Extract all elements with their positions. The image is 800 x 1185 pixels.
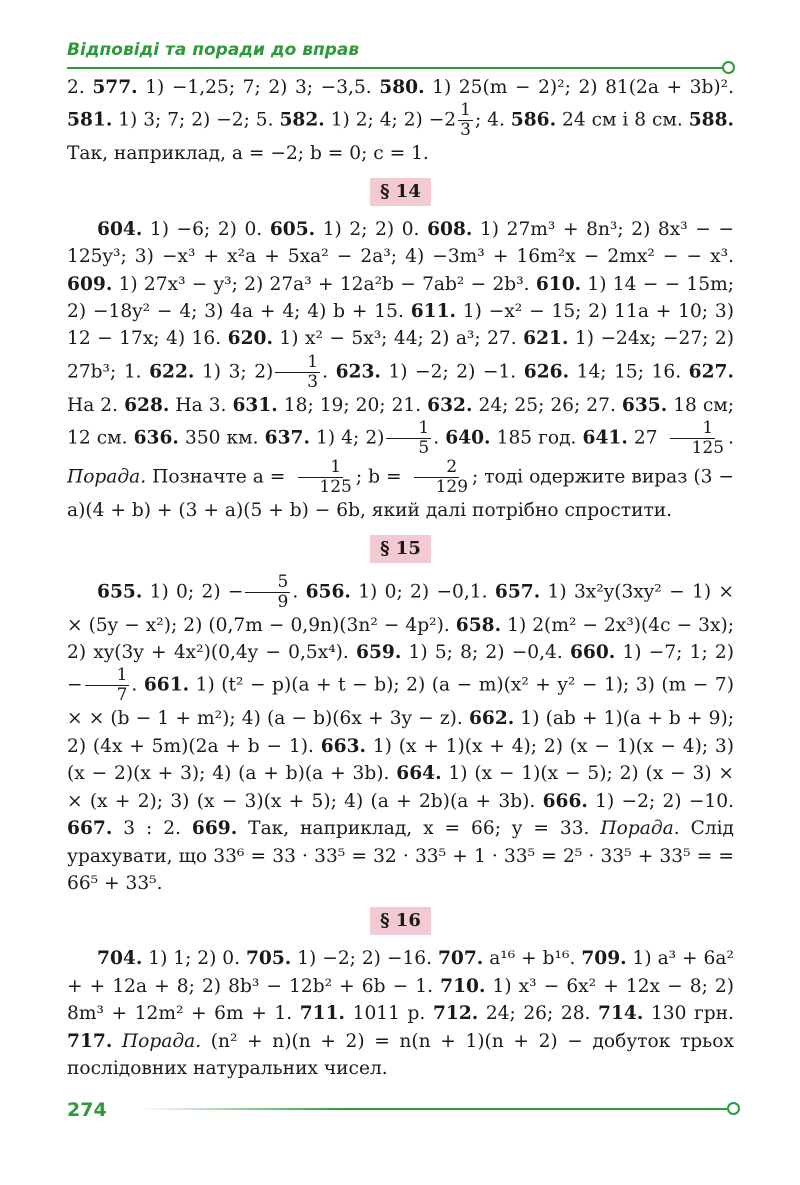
answers-block-section-14: 604. 1) −6; 2) 0. 605. 1) 2; 2) 0. 608. 1) 27m³ + 8n³; 2) 8x³ − − 125y³; 3) −x³ + x²a + 5xa² − 2a³; 4) −3m³ + 16m²x − 2mx² − − x³. 609. 1) 27x³ − y³; 2) 27a³ + 12a²b − 7ab² − 2b³. 610. 1) 14 − − 15m; 2) −18y² − 4; 3) 4a + 4; 4) b + 15. 611. 1) −x² − 15; 2) 11a + 10; 3) 12 − 17x; 4) 16. 620. 1) x² − 5x³; 44; 2) a³; 27. 621. 1) −24x; −27; 2) 27b³; 1. 622. 1) 3; 2) $\frac{1}{3}$ . 623. 1) −2; 2) −1. 626. 14; 15; 16. 627. На 2. 628. На 3. 631. 18; 19; 20; 21. 632. 24; 25; 26; 27. 635. 18 см; 12 см. 636. 350 км. 637. 1) 4; 2) $\frac{1}{5}$ . 640. 185 год. 641. 27 $\frac{1}{125}$ . Порада. Позначте a = $\frac{1}{125}$ ; b = $\frac{2}{129}$ ; тоді одержите вираз (3 − a)(4 + b) + (3 + a)(5 + b) − 6b, який далі потрібно спростити. xyxy=(67,218,735,522)
running-header: Відповіді та поради до вправ xyxy=(67,40,360,60)
header-rule xyxy=(67,67,723,69)
answers-content xyxy=(67,74,734,1082)
fraction: $\frac{1}{125}$ xyxy=(660,419,726,458)
answers-block-section-15: 655. 1) 0; 2) − $\frac{5}{9}$ . 656. 1) 0; 2) −0,1. 657. 1) 3x²y(3xy² − 1) × × (5y − x²); 2) (0,7m − 0,9n)(3n² − 4p²). 658. 1) 2(m² − 2x³)(4c − 3x); 2) xy(3y + 4x²)(0,4y − 0,5x⁴). 659. 1) 5; 8; 2) −0,4. 660. 1) −7; 1; 2) − $\frac{1}{7}$ . 661. 1) (t² − p)(a + t − b); 2) (a − m)(x² + y² − 1); 3) (m − 7) × × (b − 1 + m²); 4) (a − b)(6x + 3y − z). 662. 1) (ab + 1)(a + b + 9); 2) (4x + 5m)(2a + b − 1). 663. 1) (x + 1)(x + 4); 2) (x − 1)(x − 4); 3) (x − 2)(x + 3); 4) (a + b)(a + 3b). 664. 1) (x − 1)(x − 5); 2) (x − 3) × × (x + 2); 3) (x − 3)(x + 5); 4) (a + 2b)(a + 3b). 666. 1) −2; 2) −10. 667. 3 : 2. 669. Так, наприклад, x = 66; y = 33. Порада. Слід урахувати, що 33⁶ = 33 · 33⁵ = 32 · 33⁵ + 1 · 33⁵ = 2⁵ · 33⁵ + 33⁵ = = 66⁵ + 33⁵. xyxy=(67,571,734,894)
fraction: $\frac{1}{3}$ xyxy=(460,100,471,141)
section-heading-16: § 16 xyxy=(370,907,431,935)
section-heading-14: § 14 xyxy=(370,178,431,206)
section-heading-15: § 15 xyxy=(370,535,431,563)
answers-block-section-16: 704. 1) 1; 2) 0. 705. 1) −2; 2) −16. 707. a¹⁶ + b¹⁶. 709. 1) a³ + 6a² + + 12a + 8; 2) 8b³ − 12b² + 6b − 1. 710. 1) x³ − 6x² + 12x − 8; 2) 8m³ + 12m² + 6m + 1. 711. 1011 р. 712. 24; 26; 28. 714. 130 грн. 717. Порада. (n² + n)(n + 2) = n(n + 1)(n + 2) − добуток трьох послідовних натуральних чисел. xyxy=(67,948,735,1079)
header-rule-dot xyxy=(722,61,735,74)
fraction: $\frac{1}{125}$ xyxy=(287,458,353,497)
fraction: $\frac{5}{9}$ xyxy=(245,573,290,612)
footer-rule-dot xyxy=(727,1102,740,1115)
fraction: $\frac{1}{5}$ xyxy=(386,419,431,458)
fraction: $\frac{1}{3}$ xyxy=(275,353,320,392)
answers-block-intro: 2. 577. 1) −1,25; 7; 2) 3; −3,5. 580. 1) 25(m − 2)²; 2) 81(2a + 3b)². 581. 1) 3; 7; 2) −2; 5. 582. 1) 2; 4; 2) −2 $\frac{1}{3}$ ; 4. 586. 24 см і 8 см. 588. Так, наприклад, a = −2; b = 0; c = 1. xyxy=(67,77,734,165)
page-number: 274 xyxy=(67,1099,107,1121)
fraction: $\frac{1}{7}$ xyxy=(85,666,130,705)
fraction: $\frac{2}{129}$ xyxy=(404,458,470,497)
footer-rule xyxy=(140,1108,728,1110)
